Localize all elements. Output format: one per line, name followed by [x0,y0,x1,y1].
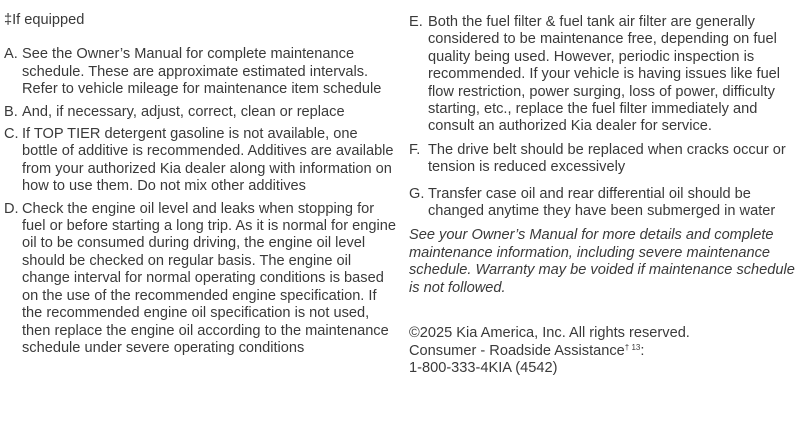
left-column [4,0,396,357]
note-c-letter: C. [4,126,19,143]
note-b [4,104,396,121]
roadside-footnote-sup: † 13 [624,342,641,352]
note-d-letter: D. [4,200,19,217]
note-e-letter: E. [409,14,423,30]
note-d [4,201,396,358]
note-a [4,46,396,98]
note-a-letter: A. [4,46,18,63]
roadside-label: Consumer - Roadside Assistance [409,342,625,359]
right-column [409,0,797,377]
warranty-disclaimer: See your Owner’s Manual for more details and complete maintenance information, including severe maintenance schedule. Warranty may be voided if maintenance schedule is not followed. [409,227,795,296]
copyright-text: ©2025 Kia America, Inc. All rights reserved. [409,325,690,342]
note-c [4,126,396,196]
note-b-letter: B. [4,103,18,120]
roadside-colon: : [640,342,645,359]
note-e-text: Both the fuel filter & fuel tank air filter are generally considered to be maintenance free, depending on fuel quality being used. However, periodic inspection is recommended. If your vehicle is having issues like fuel flow restriction, power surging, loss of power, difficulty starting, etc., replace the fuel filter immediately and consult an authorized Kia dealer for service. [428,14,781,135]
note-f-letter: F. [409,141,421,158]
note-c-text: If TOP TIER detergent gasoline is not available, one bottle of additive is recommended. Additives are available from your authorized Kia dealer along with information on how to use them. Do not mix other additives [22,126,394,195]
roadside-line [409,343,797,360]
roadside-phone: 1-800-333-4KIA (4542) [409,359,558,376]
footnote-if-equipped: ‡If equipped [4,12,85,28]
note-g-letter: G. [409,185,425,202]
note-g [409,186,797,221]
note-f [409,142,797,177]
note-e [409,14,797,136]
note-g-text: Transfer case oil and rear differential oil should be changed anytime they have been submerged in water [428,185,776,220]
note-b-text: And, if necessary, adjust, correct, clean or replace [22,103,345,120]
copyright-block [409,325,797,377]
note-a-text: See the Owner’s Manual for complete maintenance schedule. These are approximate estimated intervals. Refer to vehicle mileage for maintenance item schedule [22,46,382,98]
note-f-text: The drive belt should be replaced when cracks occur or tension is reduced excessively [428,141,786,176]
note-d-text: Check the engine oil level and leaks when stopping for fuel or before starting a long trip. As it is normal for engine oil to be consumed during driving, the engine oil level should be checked on regular basis. The engine oil change interval for normal operating conditions is based on the use of the recommended engine specification. If the recommended engine oil specification is not used, then replace the engine oil according to the maintenance schedule under severe operating conditions [22,200,396,356]
